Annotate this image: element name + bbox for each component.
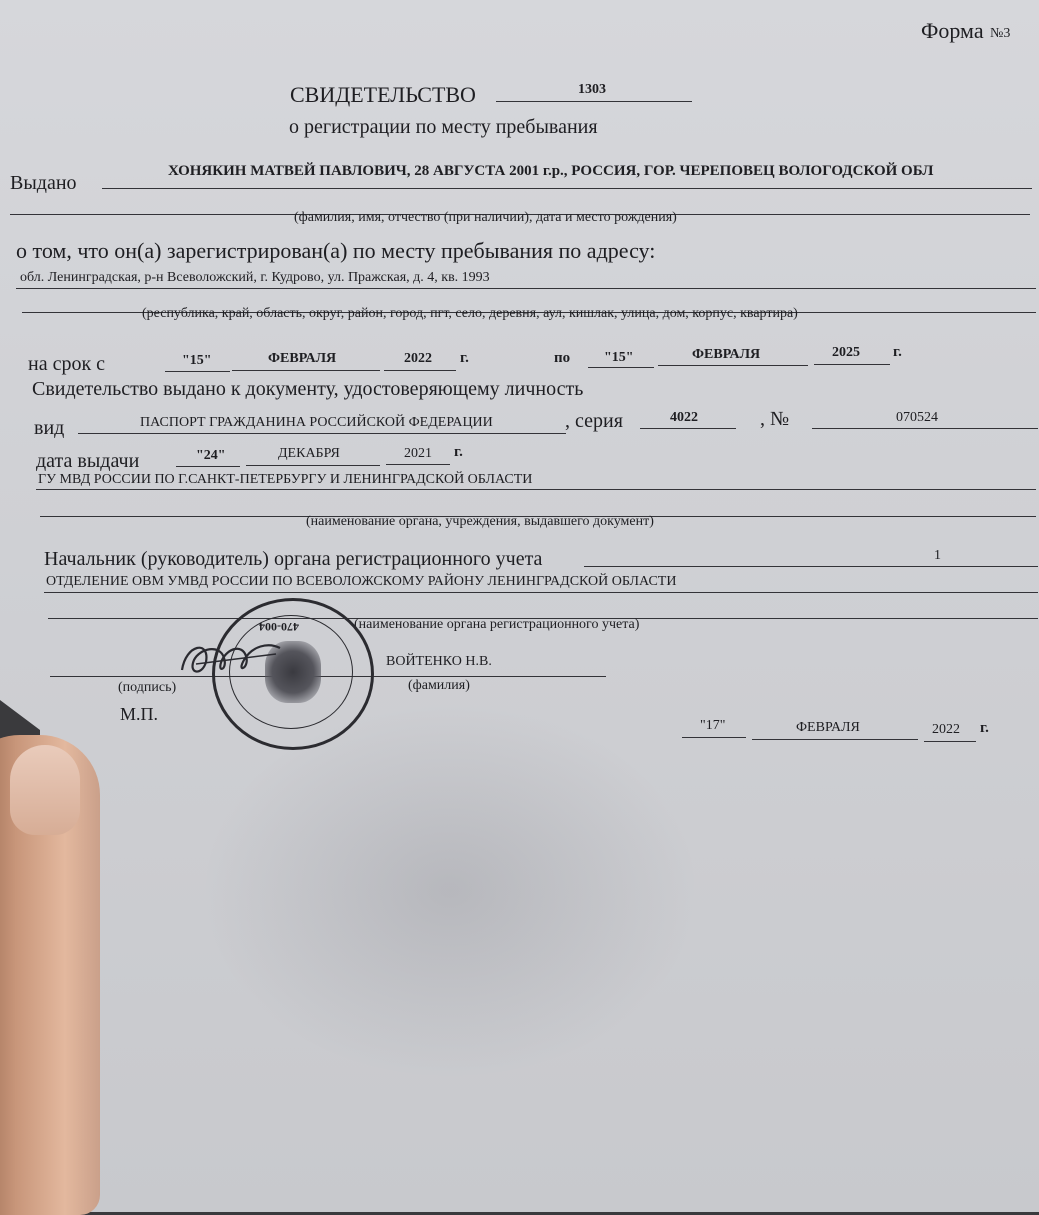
- document-number-label: , №: [760, 408, 790, 430]
- address-line: [16, 288, 1036, 289]
- document-number-line: [812, 428, 1038, 429]
- signer-name: ВОЙТЕНКО Н.В.: [386, 654, 492, 669]
- term-from-day: "15": [182, 353, 212, 368]
- issuer-line: [36, 489, 1036, 490]
- sign-day: "17": [700, 718, 726, 733]
- term-to-month-line: [658, 365, 808, 366]
- term-from-day-line: [165, 371, 230, 372]
- term-to-label: по: [554, 350, 571, 366]
- sign-year: 2022: [932, 722, 960, 737]
- issue-day-line: [176, 466, 240, 467]
- signature-scribble: [176, 634, 286, 682]
- head-value: 1: [934, 548, 941, 563]
- issue-month-line: [246, 465, 380, 466]
- document-series: 4022: [670, 410, 698, 425]
- registered-text: о том, что он(а) зарегистрирован(а) по месту пребывания по адресу:: [16, 238, 656, 263]
- thumb-nail: [10, 745, 80, 835]
- form-label-number: №3: [990, 26, 1011, 41]
- issue-g: г.: [454, 444, 463, 460]
- document-subtitle: о регистрации по месту пребывания: [289, 116, 598, 138]
- head-label: Начальник (руководитель) органа регистрационного учета: [44, 548, 543, 570]
- document-kind-line: [78, 433, 566, 434]
- document-kind: ПАСПОРТ ГРАЖДАНИНА РОССИЙСКОЙ ФЕДЕРАЦИИ: [140, 415, 493, 430]
- authority-value: ОТДЕЛЕНИЕ ОВМ УМВД РОССИИ ПО ВСЕВОЛОЖСКОМУ РАЙОНУ ЛЕНИНГРАДСКОЙ ОБЛАСТИ: [46, 574, 677, 589]
- issue-date-label: дата выдачи: [36, 450, 140, 472]
- sign-year-line: [924, 741, 976, 742]
- term-to-year-line: [814, 364, 890, 365]
- document-series-line: [640, 428, 736, 429]
- term-to-day: "15": [604, 350, 634, 365]
- sign-g: г.: [980, 720, 989, 736]
- term-to-g: г.: [893, 344, 902, 360]
- form-label: Форма: [921, 18, 984, 43]
- document-title: СВИДЕТЕЛЬСТВО: [290, 82, 476, 107]
- signature-hint: (подпись): [118, 680, 177, 695]
- term-from-month-line: [232, 370, 380, 371]
- term-from-label: на срок с: [28, 353, 106, 375]
- issued-to-value: ХОНЯКИН МАТВЕЙ ПАВЛОВИЧ, 28 АВГУСТА 2001 г.р., РОССИЯ, ГОР. ЧЕРЕПОВЕЦ ВОЛОГОДСКОЙ ОБЛ: [168, 163, 934, 179]
- term-to-day-line: [588, 367, 654, 368]
- term-from-g: г.: [460, 350, 469, 366]
- sign-month: ФЕВРАЛЯ: [796, 720, 860, 735]
- term-to-year: 2025: [832, 345, 860, 360]
- term-to-month: ФЕВРАЛЯ: [692, 347, 761, 362]
- address-value: обл. Ленинградская, р-н Всеволожский, г. Кудрово, ул. Пражская, д. 4, кв. 1993: [20, 270, 490, 285]
- document-series-label: , серия: [565, 410, 623, 432]
- document-text: Свидетельство выдано к документу, удостоверяющему личность: [32, 378, 584, 400]
- issued-line: [102, 188, 1032, 189]
- issued-label: Выдано: [10, 172, 77, 194]
- authority-hint: (наименование органа регистрационного учета): [354, 617, 640, 632]
- address-hint: (республика, край, область, округ, район, город, пгт, село, деревня, аул, кишлак, улица, дом, корпус, квартира): [142, 306, 798, 321]
- sign-day-line: [682, 737, 746, 738]
- stamp-code: 470-004: [259, 620, 299, 634]
- issue-year-line: [386, 464, 450, 465]
- term-from-year-line: [384, 370, 456, 371]
- document-kind-label: вид: [34, 417, 65, 439]
- issue-month: ДЕКАБРЯ: [278, 446, 340, 461]
- number-line: [496, 101, 692, 102]
- mp-label: М.П.: [120, 704, 159, 724]
- authority-line: [44, 592, 1038, 593]
- certificate-number: 1303: [578, 82, 606, 97]
- term-from-year: 2022: [404, 351, 432, 366]
- issuer-value: ГУ МВД РОССИИ ПО Г.САНКТ-ПЕТЕРБУРГУ И ЛЕНИНГРАДСКОЙ ОБЛАСТИ: [38, 472, 533, 487]
- issuer-hint: (наименование органа, учреждения, выдавшего документ): [306, 514, 654, 529]
- surname-hint: (фамилия): [408, 678, 470, 693]
- document-number: 070524: [896, 410, 938, 425]
- issued-hint: (фамилия, имя, отчество (при наличии), дата и место рождения): [294, 210, 677, 225]
- head-line: [584, 566, 1038, 567]
- issue-day: "24": [196, 448, 226, 463]
- term-from-month: ФЕВРАЛЯ: [268, 351, 337, 366]
- sign-month-line: [752, 739, 918, 740]
- issue-year: 2021: [404, 446, 432, 461]
